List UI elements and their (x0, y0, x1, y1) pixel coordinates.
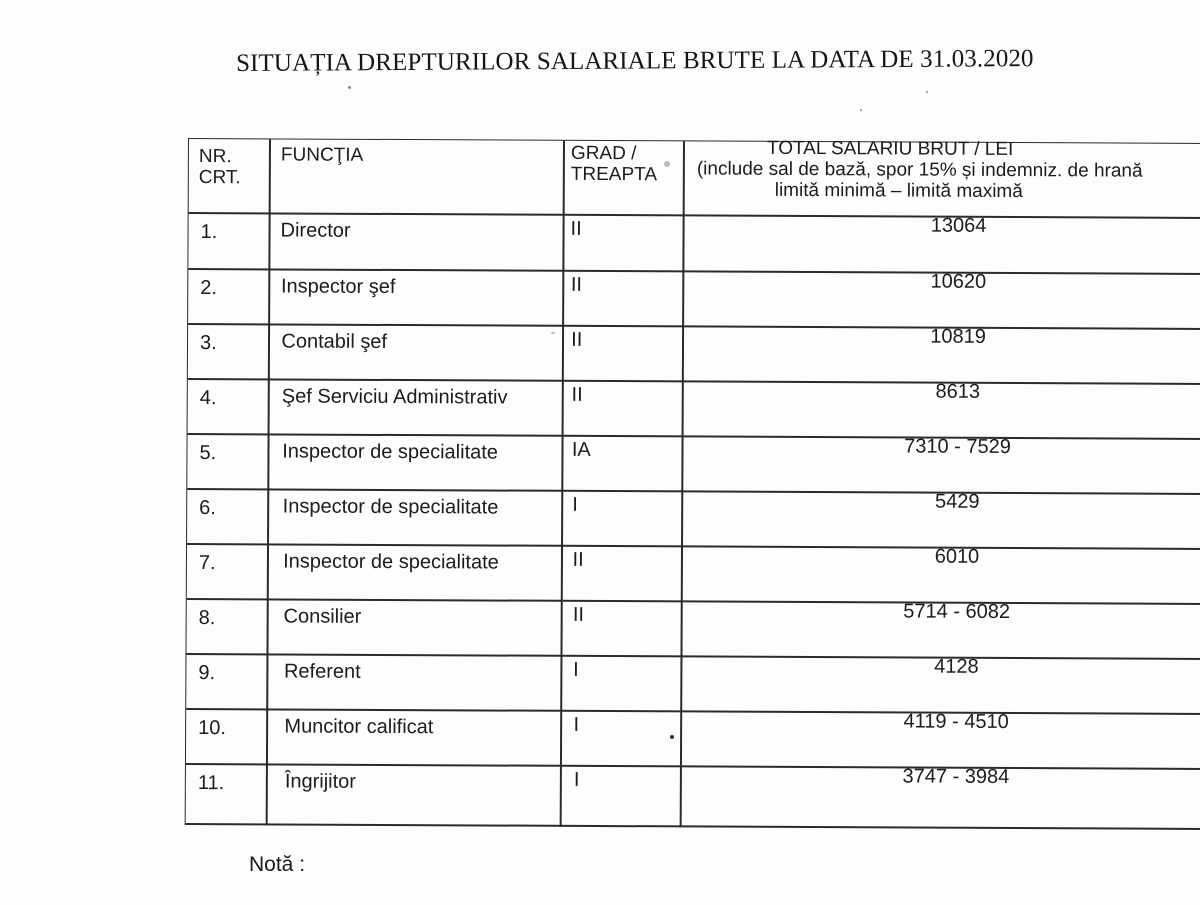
cell-nr: 2. (200, 277, 218, 300)
cell-grad: II (572, 603, 585, 626)
header-grad-treapta (571, 143, 657, 185)
cell-grad: I (573, 768, 580, 791)
cell-nr: 4. (199, 387, 217, 410)
column-divider (560, 141, 565, 827)
cell-functia: Contabil şef (281, 330, 388, 353)
cell-nr: 1. (200, 221, 218, 244)
header-nr-crt (199, 146, 241, 188)
cell-nr: 8. (198, 607, 216, 630)
cell-grad: II (571, 383, 583, 406)
cell-functia: Muncitor calificat (284, 715, 434, 739)
cell-functia: Consilier (283, 605, 362, 628)
column-divider (680, 141, 685, 827)
header-grad-line1: GRAD / (570, 142, 637, 165)
document-title: SITUAȚIA DREPTURILOR SALARIALE BRUTE LA DATA DE 31.03.2020 (236, 45, 1034, 77)
cell-grad: I (573, 713, 580, 736)
cell-total: 10620 (930, 270, 987, 293)
cell-total: 7310 - 7529 (904, 435, 1011, 459)
header-total-salariu (697, 137, 1200, 203)
note-label: Notă : (249, 853, 306, 876)
cell-grad: II (572, 548, 584, 571)
header-total-line1: TOTAL SALARIU BRUT / LEI (766, 137, 1014, 161)
header-total-line3: limită minimă – limită maximă (774, 179, 1023, 203)
cell-total: 3747 - 3984 (902, 765, 1010, 789)
cell-nr: 10. (198, 717, 226, 740)
cell-grad: II (570, 273, 583, 296)
cell-functia: Inspector de specialitate (282, 495, 499, 519)
cell-total: 5714 - 6082 (903, 600, 1011, 624)
scan-speck (670, 735, 674, 739)
salary-table (185, 138, 1200, 830)
cell-grad: II (571, 328, 583, 351)
scan-speck (551, 332, 555, 334)
cell-grad: I (573, 658, 579, 681)
cell-functia: Referent (283, 660, 361, 683)
header-total-line2: (include sal de bază, spor 15% și indemniz. de hrană (696, 158, 1143, 182)
cell-nr: 7. (198, 552, 216, 575)
table-bottom-border (186, 823, 1200, 829)
cell-total: 10819 (930, 325, 986, 348)
scan-speck (664, 161, 670, 167)
cell-total: 5429 (934, 490, 980, 513)
cell-total: 8613 (935, 380, 981, 403)
cell-nr: 3. (199, 332, 217, 355)
cell-functia: Şef Serviciu Administrativ (281, 385, 508, 409)
cell-total: 4119 - 4510 (903, 710, 1009, 734)
header-nr-line1: NR. (198, 146, 232, 168)
cell-grad: II (570, 217, 582, 240)
cell-nr: 11. (197, 772, 225, 795)
header-grad-line2: TREAPTA (570, 163, 658, 186)
cell-functia: Inspector şef (280, 275, 396, 299)
cell-total: 13064 (930, 214, 987, 237)
cell-nr: 5. (199, 442, 217, 465)
cell-grad: IA (571, 438, 591, 461)
header-functia: FUNCŢIA (280, 144, 364, 166)
cell-functia: Inspector de specialitate (282, 440, 499, 464)
cell-functia: Inspector de specialitate (283, 550, 499, 574)
cell-total: 6010 (934, 545, 980, 568)
column-divider (266, 139, 271, 825)
cell-functia: Îngrijitor (284, 770, 357, 793)
scan-speck (926, 91, 928, 93)
cell-nr: 9. (198, 662, 216, 685)
header-nr-line2: CRT. (198, 167, 241, 189)
cell-grad: I (572, 493, 578, 516)
cell-functia: Director (280, 219, 351, 242)
cell-nr: 6. (199, 497, 216, 520)
scan-speck (860, 109, 862, 111)
scan-speck (348, 86, 351, 89)
cell-total: 4128 (934, 655, 979, 678)
